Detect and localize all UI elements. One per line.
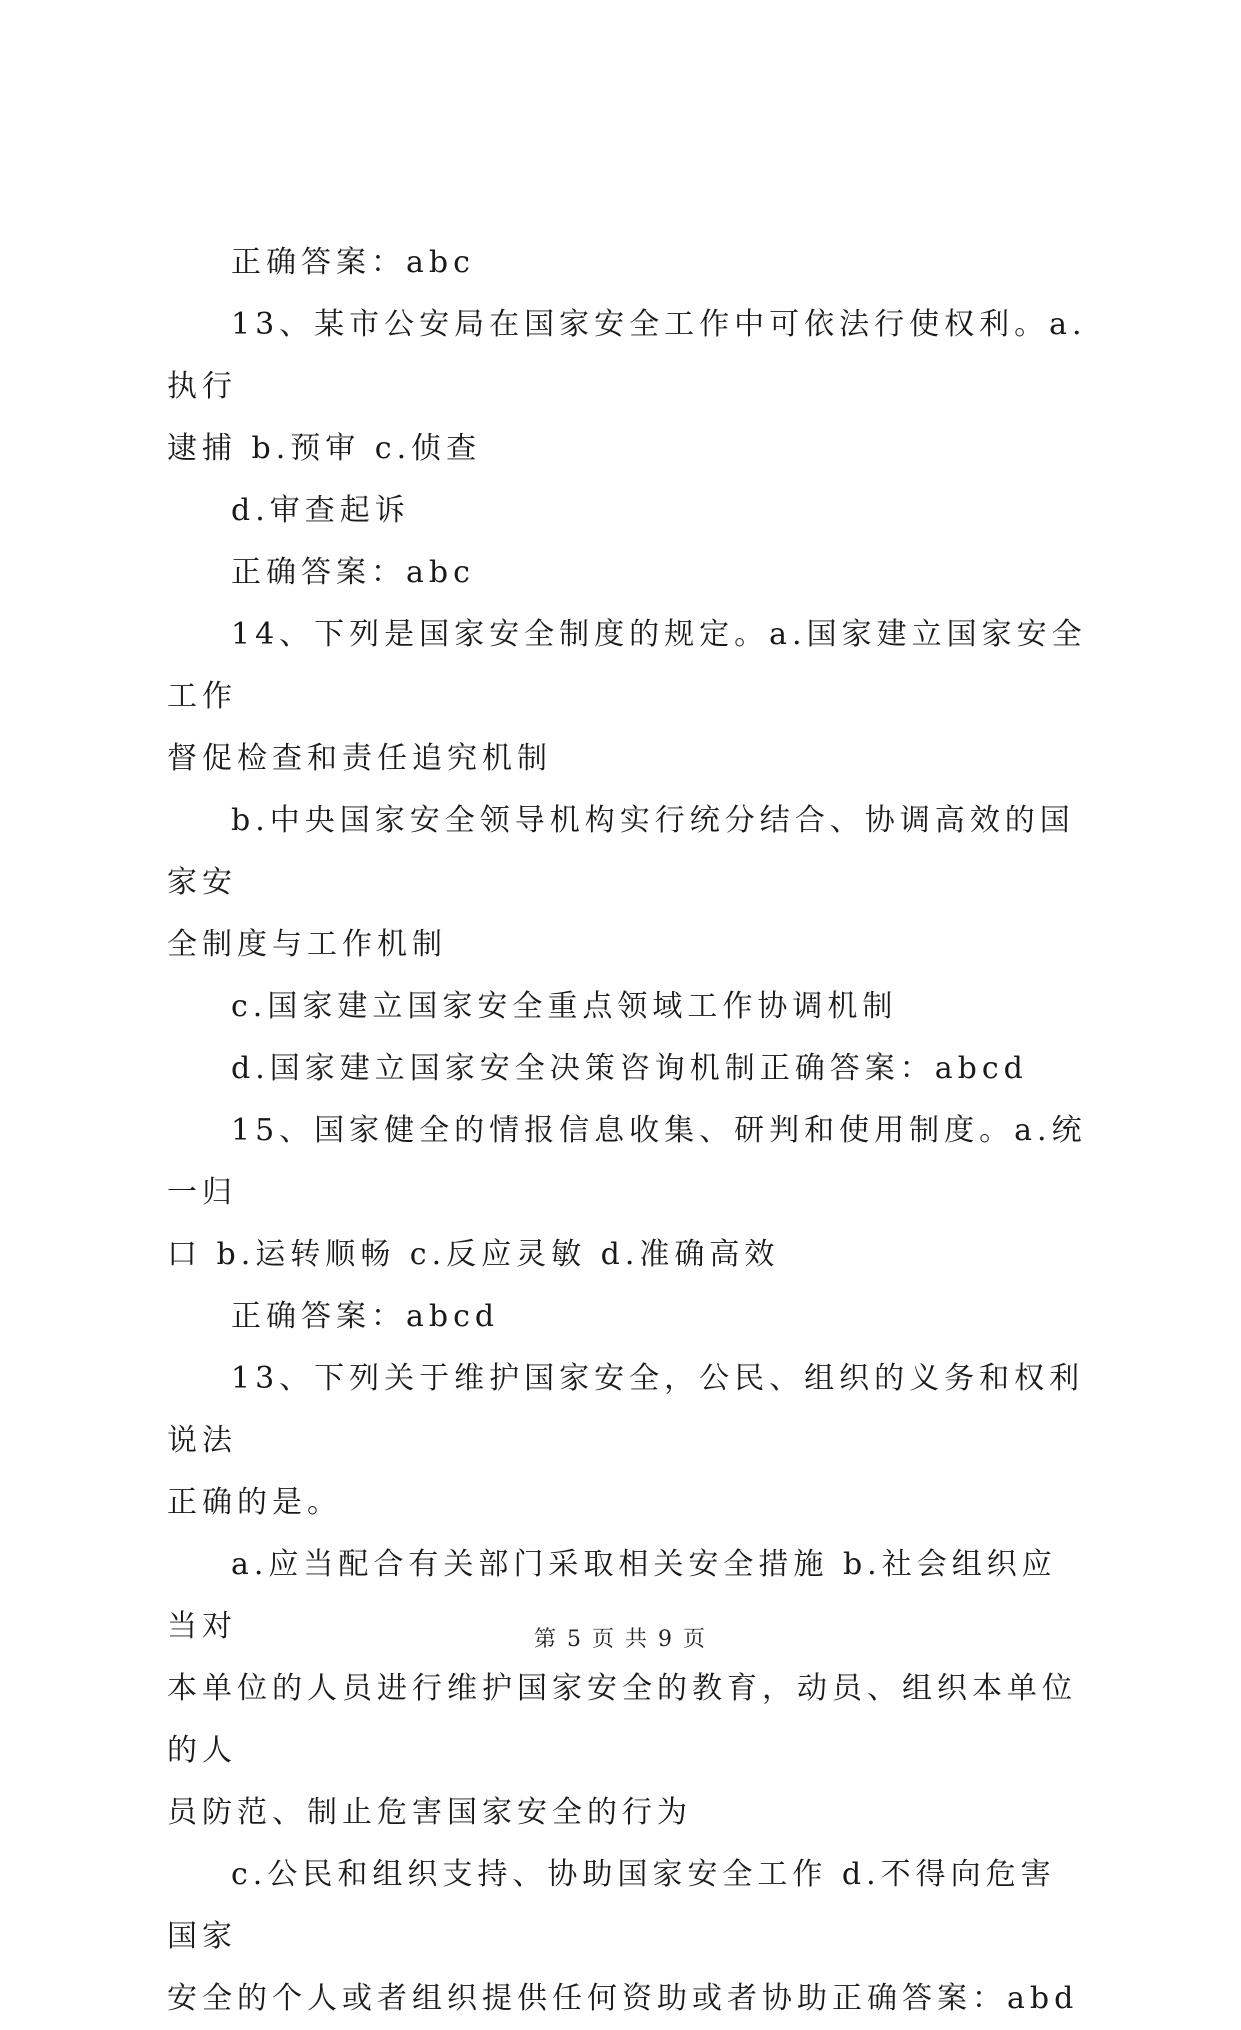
question-13b-line-2: 正确的是。 [167,1485,342,1520]
question-13-line-2: 逮捕 b.预审 c.侦查 [167,431,482,466]
question-14-option-b-line-2: 全制度与工作机制 [167,927,447,962]
page-footer: 第 5 页 共 9 页 [534,1627,707,1652]
question-14-option-c: c.国家建立国家安全重点领域工作协调机制 [231,989,898,1024]
answer-line: 正确答案：abc [231,555,475,590]
question-13b-options-line-2: 本单位的人员进行维护国家安全的教育，动员、组织本单位的人 [167,1671,1077,1768]
question-15-line-2: 口 b.运转顺畅 c.反应灵敏 d.准确高效 [167,1237,780,1272]
question-14-option-d: d.国家建立国家安全决策咨询机制正确答案：abcd [231,1051,1028,1086]
question-13b-options-line-3: 员防范、制止危害国家安全的行为 [167,1795,692,1830]
question-15-line-1: 15、国家健全的情报信息收集、研判和使用制度。a.统一归 [167,1113,1087,1210]
answer-line: 正确答案：abc [231,245,475,280]
question-14-option-b-line-1: b.中央国家安全领导机构实行统分结合、协调高效的国家安 [167,803,1075,900]
question-13-line-1: 13、某市公安局在国家安全工作中可依法行使权利。a.执行 [167,307,1087,404]
question-13b-options-line-4: c.公民和组织支持、协助国家安全工作 d.不得向危害国家 [167,1857,1056,1954]
answer-line: 正确答案：abcd [231,1299,500,1334]
question-14-line-1: 14、下列是国家安全制度的规定。a.国家建立国家安全工作 [167,617,1087,714]
question-13b-options-line-1: a.应当配合有关部门采取相关安全措施 b.社会组织应当对 [167,1547,1057,1644]
question-14-line-2: 督促检查和责任追究机制 [167,741,552,776]
question-13-option-d: d.审查起诉 [231,493,410,528]
question-13b-options-line-5: 安全的个人或者组织提供任何资助或者协助正确答案：abd [167,1981,1079,2016]
question-13b-line-1: 13、下列关于维护国家安全，公民、组织的义务和权利说法 [167,1361,1085,1458]
document-body [167,232,1087,2030]
